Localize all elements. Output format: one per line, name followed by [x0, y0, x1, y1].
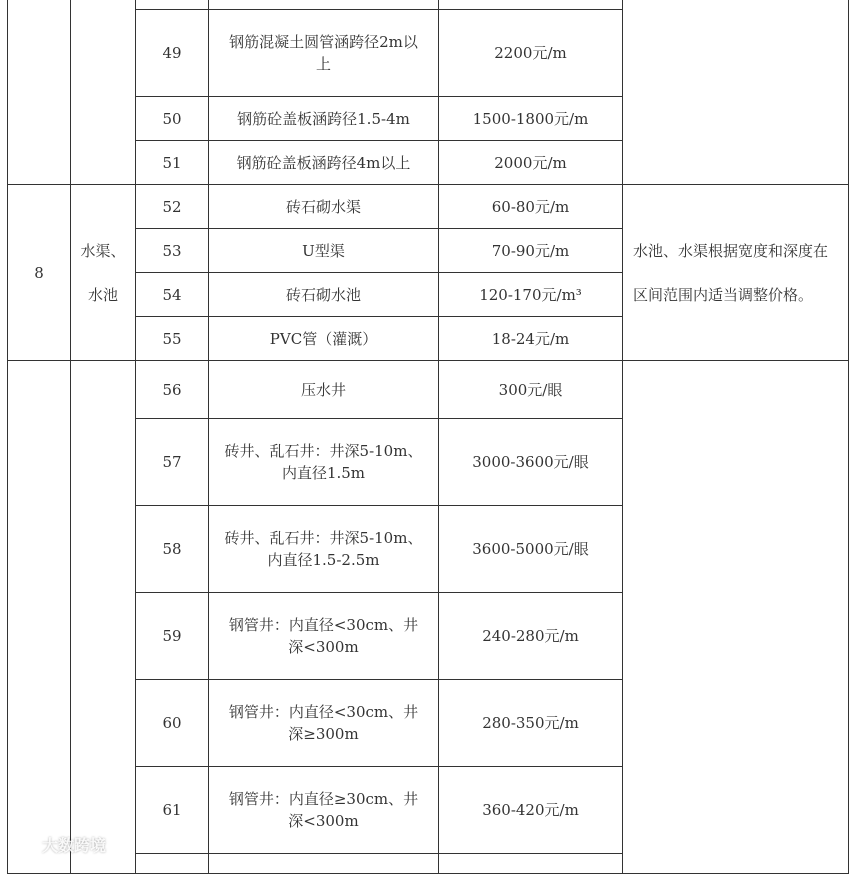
unit-price: 2200元/m [439, 10, 623, 97]
row-number: 49 [136, 10, 209, 97]
item-name: U型渠 [209, 229, 439, 273]
item-name: PVC管（灌溉） [209, 317, 439, 361]
item-name: 砖井、乱石井：井深5-10m、内直径1.5-2.5m [209, 506, 439, 593]
row-number: 59 [136, 593, 209, 680]
unit-price: 1500-1800元/m [439, 97, 623, 141]
item-name: 压水井 [209, 361, 439, 419]
table-row [8, 185, 849, 229]
item-name: 钢筋砼盖板涵跨径4m以上 [209, 141, 439, 185]
row-number: 58 [136, 506, 209, 593]
row-number: 50 [136, 97, 209, 141]
unit-price: 18-24元/m [439, 317, 623, 361]
row-number: 57 [136, 419, 209, 506]
item-name: 砖石砌水渠 [209, 185, 439, 229]
item-name: 钢筋砼盖板涵跨径1.5-4m [209, 97, 439, 141]
group-category: 水渠、水池 [71, 185, 136, 361]
row-number: 53 [136, 229, 209, 273]
row-number: 61 [136, 767, 209, 854]
note-cell-next [623, 361, 849, 874]
price-table [7, 0, 849, 874]
unit-price: 240-280元/m [439, 593, 623, 680]
group-number-cell-next [8, 361, 71, 874]
table-row [8, 361, 849, 419]
group-number: 8 [8, 185, 71, 361]
row-number: 52 [136, 185, 209, 229]
item-name: 钢管井：内直径≥30cm、井深<300m [209, 767, 439, 854]
group-number-cell-prev [8, 0, 71, 185]
unit-price: 360-420元/m [439, 767, 623, 854]
table-row [8, 0, 849, 10]
row-number [136, 854, 209, 874]
group-note: 水池、水渠根据宽度和深度在区间范围内适当调整价格。 [623, 185, 849, 361]
item-name: 钢管井：内直径<30cm、井深≥300m [209, 680, 439, 767]
unit-price [439, 0, 623, 10]
row-number: 56 [136, 361, 209, 419]
item-name: 砖井、乱石井：井深5-10m、内直径1.5m [209, 419, 439, 506]
unit-price: 70-90元/m [439, 229, 623, 273]
row-number: 60 [136, 680, 209, 767]
unit-price: 120-170元/m³ [439, 273, 623, 317]
unit-price: 3600-5000元/眼 [439, 506, 623, 593]
category-cell-prev [71, 0, 136, 185]
item-name: 钢筋混凝土圆管涵跨径2m以上 [209, 10, 439, 97]
unit-price [439, 854, 623, 874]
item-name [209, 854, 439, 874]
unit-price: 3000-3600元/眼 [439, 419, 623, 506]
unit-price: 280-350元/m [439, 680, 623, 767]
unit-price: 60-80元/m [439, 185, 623, 229]
unit-price: 300元/眼 [439, 361, 623, 419]
unit-price: 2000元/m [439, 141, 623, 185]
item-name [209, 0, 439, 10]
row-number [136, 0, 209, 10]
row-number: 54 [136, 273, 209, 317]
watermark-text: 大数跨境 [42, 836, 107, 855]
item-name: 砖石砌水池 [209, 273, 439, 317]
category-cell-next [71, 361, 136, 874]
note-cell-prev [623, 0, 849, 185]
row-number: 55 [136, 317, 209, 361]
row-number: 51 [136, 141, 209, 185]
item-name: 钢管井：内直径<30cm、井深<300m [209, 593, 439, 680]
